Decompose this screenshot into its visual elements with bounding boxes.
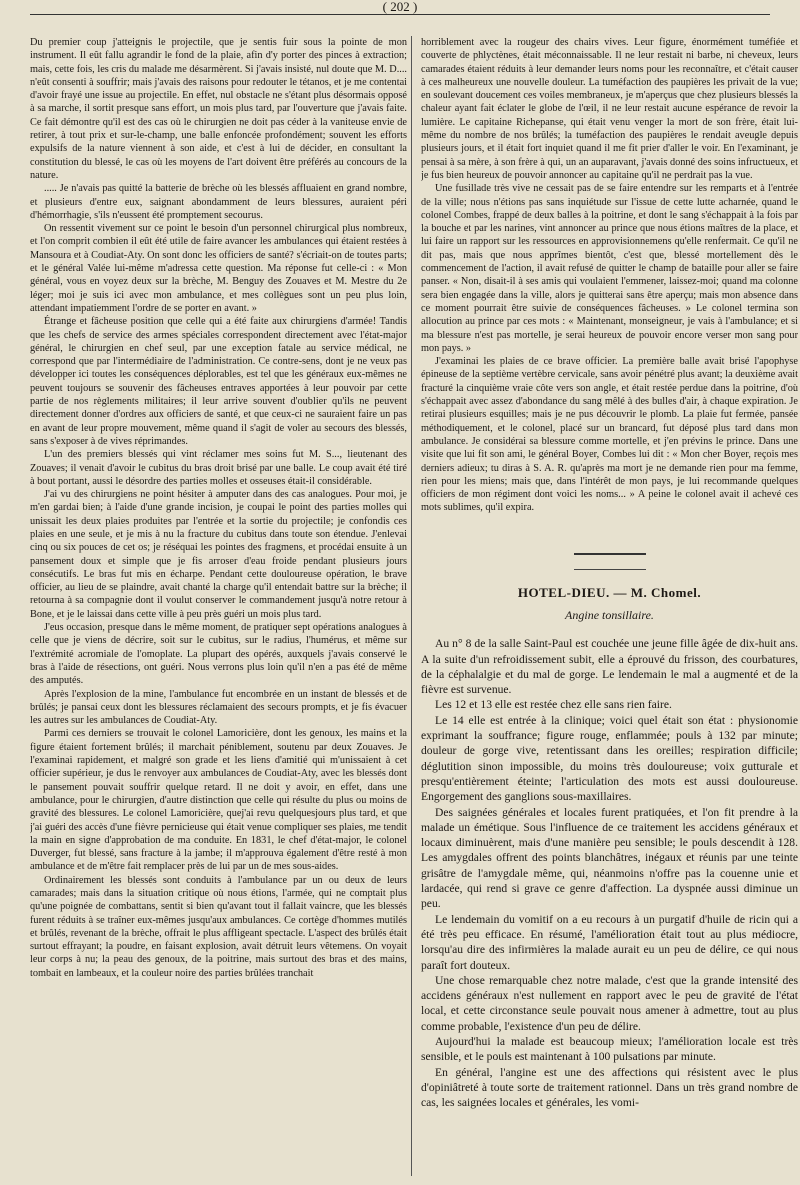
section-separator [574,553,646,555]
section-body [421,636,798,1110]
right-paragraph: J'examinai les plaies de ce brave officier. La première balle avait brisé l'apophyse épineuse de la septième vertèbre cervicale, sans avoir pénétré plus avant; la deuxième avait fracturé la cinquième vraie côte vers son angle, et était restée perdue dans la poitrine, d'où s'échappait avec assez d'abondance du sang mêlé à des bulles d'air, à chaque expiration. Je retirai plusieurs esquilles; mais je ne pus découvrir le plomb. La plaie fut fermée, pansée méthodiquement, et le colonel, placé sur un brancard, fut déposé plus tard dans mon ambulance. Je considérai sa blessure comme mortelle, et j'en prévins le prince. Dans une visite que lui fit son ami, le général Boyer, Combes lui dit : « Mon cher Boyer, reçois mes derniers adieux; tu diras à S. A. R. qu'après ma mort je ne demande rien pour ma femme, rien pour les miens; mais que, dans l'intérêt de mon pays, je lui recommande quelques officiers de mon régiment dont voici les noms... » A peine le colonel avait il achevé ces mots sublimes, qu'il expira. [421,356,798,514]
left-paragraph: Du premier coup j'atteignis le projectile, que je sentis fuir sous la pointe de mon instrument. Il eût fallu agrandir le fond de la plaie, afin d'y porter des pinces à extraction; mais, cette fois, les cris du malade me désarmèrent. Si j'avais insisté, nul doute que M. D.... n'eût consenti à souffrir; mais j'avais des raisons pour redouter le tétanos, et je me contentai d'avoir frayé une issue au projectile. En effet, nul obstacle ne s'étant plus désormais opposé à sa marche, il sortit presque sans effort, un mois plus tard, par l'ouverture que j'avais faite. Ce fait démontre qu'il est des cas où le chirurgien ne doit pas céder à la vaniteuse envie de retirer, à tout prix et sur-le-champ, une balle enfoncée profondément; souvent les efforts expulsifs de la nature viennent à son aide, et c'est à lui de décider, en consultant la constitution du blessé, le cas où les moyens de l'art doivent être préférés au concours de la nature. [30,37,407,181]
right-paragraph: Une fusillade très vive ne cessait pas de se faire entendre sur les remparts et à l'entrée de la ville; nous n'étions pas sans inquiétude sur l'issue de cette lutte acharnée, quand le colonel Combes, frappé de deux balles à la poitrine, et dont le sang s'échappait à la fois par la bouche et par les narines, vint annoncer au prince que nous étions maîtres de la place, et lui faire un rapport sur les ressources en approvisionnemens qu'elle renfermait. Ce qu'il ne dit pas, mais que nous apprîmes bientôt, c'est que, blessé mortellement dès le commencement de l'action, il avait refusé de quitter le champ de bataille pour aller se faire panser. « Non, disait-il à ses amis qui voulaient l'emmener, laissez-moi; quand ma colonne sera bien engagée dans la ville, alors je quitterai sans être aperçu; mais mon absence dans ce moment pourrait être suivie de conséquences fâcheuses. » Le colonel termina son allocution au prince par ces mots : « Maintenant, monseigneur, je vais à l'ambulance; et si ma blessure n'est pas mortelle, je serai heureux de pouvoir encore verser mon sang pour mon pays. » [421,183,798,354]
header-rule [30,14,770,15]
section-paragraph: En général, l'angine est une des affections qui résistent avec le plus d'opiniâtreté à toute sorte de traitement rationnel. Dans un très grand nombre de cas, les saignées locales et générales, les vomi- [421,1065,798,1110]
column-divider [411,36,412,1176]
right-column [421,36,798,1176]
left-paragraph: Étrange et fâcheuse position que celle qui a été faite aux chirurgiens d'armée! Tandis que les chefs de service des armes spéciales correspondent directement avec l'état-major général, le chirurgien en chef seul, par une exception fatale au service médical, ne correspond que par l'intermédiaire de l'administration. Ce contre-sens, dont je ne veux pas développer ici toutes les conséquences déplorables, est tel que les généraux eux-mêmes ne peuvent toujours se souvenir des fâcheuses entraves apportées à leur pouvoir par cette partie de nos règlements militaires; il leur arrive souvent d'oublier qu'ils ne peuvent directement donner d'ordres aux officiers de santé, et que ceux-ci ne sauraient faire un pas en avant de leur propre mouvement, même quand il s'agit de voler au secours des blessés, sans s'exposer à de vives réprimandes. [30,316,407,447]
section-separator-thin [574,569,646,570]
section-paragraph: Les 12 et 13 elle est restée chez elle sans rien faire. [435,698,672,712]
left-paragraph: J'eus occasion, presque dans le même moment, de pratiquer sept opérations analogues à celle que je viens de décrire, soit sur le cubitus, sur le radius, l'humérus, et même sur l'extrémité acromiale de l'omoplate. La plupart des opérés, auxquels j'avais conservé le bras à l'aide de résections, ont guéri. Nous verrons plus loin qu'il n'en a pas été de même des amputés. [30,622,407,687]
page-number: ( 202 ) [382,0,418,14]
left-paragraph: J'ai vu des chirurgiens ne point hésiter à amputer dans des cas analogues. Pour moi, je m'en gardai bien; à l'aide d'une grande incision, je coupai le point des parties molles qui unissait les deux plaies produites par l'entrée et la sortie du projectile; je confondis ces plaies en une seule, et je mis à nu la fracture du cubitus dans toute son étendue. J'enlevai cinq ou six pouces de cet os; je réséquai les pointes des fragmens, et procédai ensuite à un pansement doux et simple que je fis arroser d'eau froide pendant plusieurs jours consécutifs. Le bras fut mis en écharpe. Pendant cette douloureuse opération, le brave officier, au lieu de se plaindre, avait chanté la charge qu'il entendait battre sur la brèche; il retourna à sa compagnie dont il voulut conserver le commandement jusqu'à notre retour à Bone, et je le laissai dans cette ville à peu près guéri un mois plus tard. [30,489,407,620]
right-paragraph: horriblement avec la rougeur des chairs vives. Leur figure, énormément tuméfiée et couverte de phlyctènes, était méconnaissable. Il ne leur restait ni barbe, ni cheveux, leurs camarades étaient réduits à leur demander leurs noms pour les reconnaître, et c'était causer à ces malheureux une nouvelle douleur. La tuméfaction des paupières les privait de la vue; en soulevant doucement ces voiles membraneux, je m'aperçus que chez plusieurs blessés la chaleur ayant fait éclater le globe de l'œil, il ne leur restait aucune espérance de revoir la lumière. Le capitaine Richepanse, qui était venu venger la mort de son frère, était lui-même du nombre de nos brûlés; la tuméfaction des paupières le rendait aveugle depuis plusieurs jours, et il était fort inquiet quand il me fit prier d'aller le voir. En l'examinant, je pensai à sa mère, à son frère à qui, un an auparavant, j'avais donné des soins infructueux, et je fus bien heureux de pouvoir annoncer au capitaine qu'il ne perdrait pas la vue. [421,37,798,181]
left-paragraph: ..... Je n'avais pas quitté la batterie de brèche où les blessés affluaient en grand nombre, et plusieurs d'entre eux, saignant abondamment de leurs blessures, auraient péri d'hémorrhagie, s'ils n'eussent été promptement secourus. [30,183,407,221]
section-paragraph: Une chose remarquable chez notre malade, c'est que la grande intensité des accidens généraux n'est nullement en rapport avec le peu de gravité de l'état local, et cette circonstance seule pouvait nous amener à admettre, tout au plus comme probable, l'existence d'un peu de délire. [421,973,798,1033]
section-paragraph: Le lendemain du vomitif on a eu recours à un purgatif d'huile de ricin qui a été très peu efficace. En résumé, l'amélioration était tout au plus médiocre, lorsqu'au dire des infirmières la malade aurait eu un peu de délire, ce qui nous paraît fort douteux. [421,912,798,972]
left-paragraph: Ordinairement les blessés sont conduits à l'ambulance par un ou deux de leurs camarades; mais dans la situation critique où nous étions, l'armée, qui ne comptait plus qu'une poignée de combattans, sentit si bien qu'avant tout il fallait vaincre, que les blessés furent réduits à se traîner eux-mêmes jusqu'aux ambulances. Ce cortège d'hommes mutilés et brûlés, revenant de la brèche, offrait le plus affligeant spectacle. L'aspect des brûlés était surtout effrayant; la poudre, en faisant explosion, avait détruit leurs vêtemens. On voyait leur corps à nu; la peau des genoux, de la poitrine, mais surtout des bras et des mains, tombait en lambeaux, et la couleur noire des parties brûlées tranchait [30,874,407,979]
section-paragraph: Au n° 8 de la salle Saint-Paul est couchée une jeune fille âgée de dix-huit ans. A la suite d'un refroidissement subit, elle a éprouvé du frisson, des courbatures, de la céphalalgie et du mal de gorge. Le lendemain le mal a augmenté et de la fièvre est survenue. [421,637,798,697]
section-paragraph: Aujourd'hui la malade est beaucoup mieux; l'amélioration locale est très sensible, et le pouls est maintenant à 100 pulsations par minute. [421,1035,798,1064]
left-paragraph: On ressentit vivement sur ce point le besoin d'un personnel chirurgical plus nombreux, et l'on comprit combien il eût été utile de faire avancer les ambulances qui étaient restées à Mansoura et à Coudiat-Aty. On sont donc les officiers de santé? s'écriait-on de toutes parts; et le général Valée lui-même m'adressa cette question. Ma réponse fut celle-ci : « Mon général, vous en voyez deux sur la brèche, M. Benguy des Zouaves et M. Mestre du 2e léger; moi je suis ici avec mon ambulance, et mes collègues sont un peu plus loin, attendant impatiemment l'ordre de se porter en avant. » [30,223,407,314]
section-subtitle: Angine tonsillaire. [565,607,654,622]
left-paragraph: Après l'explosion de la mine, l'ambulance fut encombrée en un instant de blessés et de brûlés; je pansai ceux dont les blessures réclamaient des secours prompts, et je fis évacuer les autres sur les ambulances de Coudiat-Aty. [30,688,407,727]
section-paragraph: Des saignées générales et locales furent pratiquées, et l'on fit prendre à la malade un émétique. Sous l'influence de ce traitement les accidens généraux et locaux diminuèrent, mais d'une manière peu sensible; le pouls descendit à 128. Les amygdales offrent des points blanchâtres, inégaux et réunis par une teinte grisâtre de l'amygdale même, qui, néanmoins n'offre pas la couenne unie et lardacée, qui rend si grave ce genre d'affection. La dyspnée aussi diminue un peu. [421,805,798,911]
left-paragraph: Parmi ces derniers se trouvait le colonel Lamoricière, dont les genoux, les mains et la figure étaient fortement brûlés; il marchait péniblement, soutenu par deux Zouaves. Je l'examinai rapidement, et malgré son grade et les liens d'amitié qui m'unissaient à cet officier supérieur, je dus le renvoyer aux ambulances de Coudiat-Aty, avec les blessés dont le pansement pouvait souffrir quelque retard. Il ne doit y avoir, en effet, dans une ambulance, pour le chirurgien, d'autre distinction que celle qui résulte du plus ou moins de gravité des blessures. Le colonel Lamoricière, quej'ai revu quelquesjours plus tard, et que j'ai guéri des accès d'une fièvre pernicieuse qui était venue compliquer ses plaies, me tendit la main en signe d'approbation de ma conduite. En 1831, le chef d'état-major, le colonel Duverger, fut blessé, sans fracture à la jambe; il m'approuva également d'être resté à mon ambulance et de m'être fait remplacer près de lui par un de mes sous-aides. [30,728,407,873]
left-column [30,36,407,1176]
section-title: HOTEL-DIEU. — M. Chomel. [517,584,702,600]
left-paragraph: L'un des premiers blessés qui vint réclamer mes soins fut M. S..., lieutenant des Zouaves; il venait d'avoir le cubitus du bras droit brisé par une balle. Le coup avait été tiré à bout portant, aussi le désordre des parties molles et osseuses était-il considérable. [30,449,407,487]
section-paragraph: Le 14 elle est entrée à la clinique; voici quel était son état : physionomie exprimant la souffrance; figure rouge, enflammée; pouls à 132 par minute; douleur de gorge vive, retentissant dans les oreilles; respiration difficile; déglutition sinon impossible, du moins très douloureuse; voix gutturale et presqu'entièrement éteinte; l'articulation des mots est aussi douloureuse. Engorgement des ganglions sous-maxillaires. [421,713,798,804]
